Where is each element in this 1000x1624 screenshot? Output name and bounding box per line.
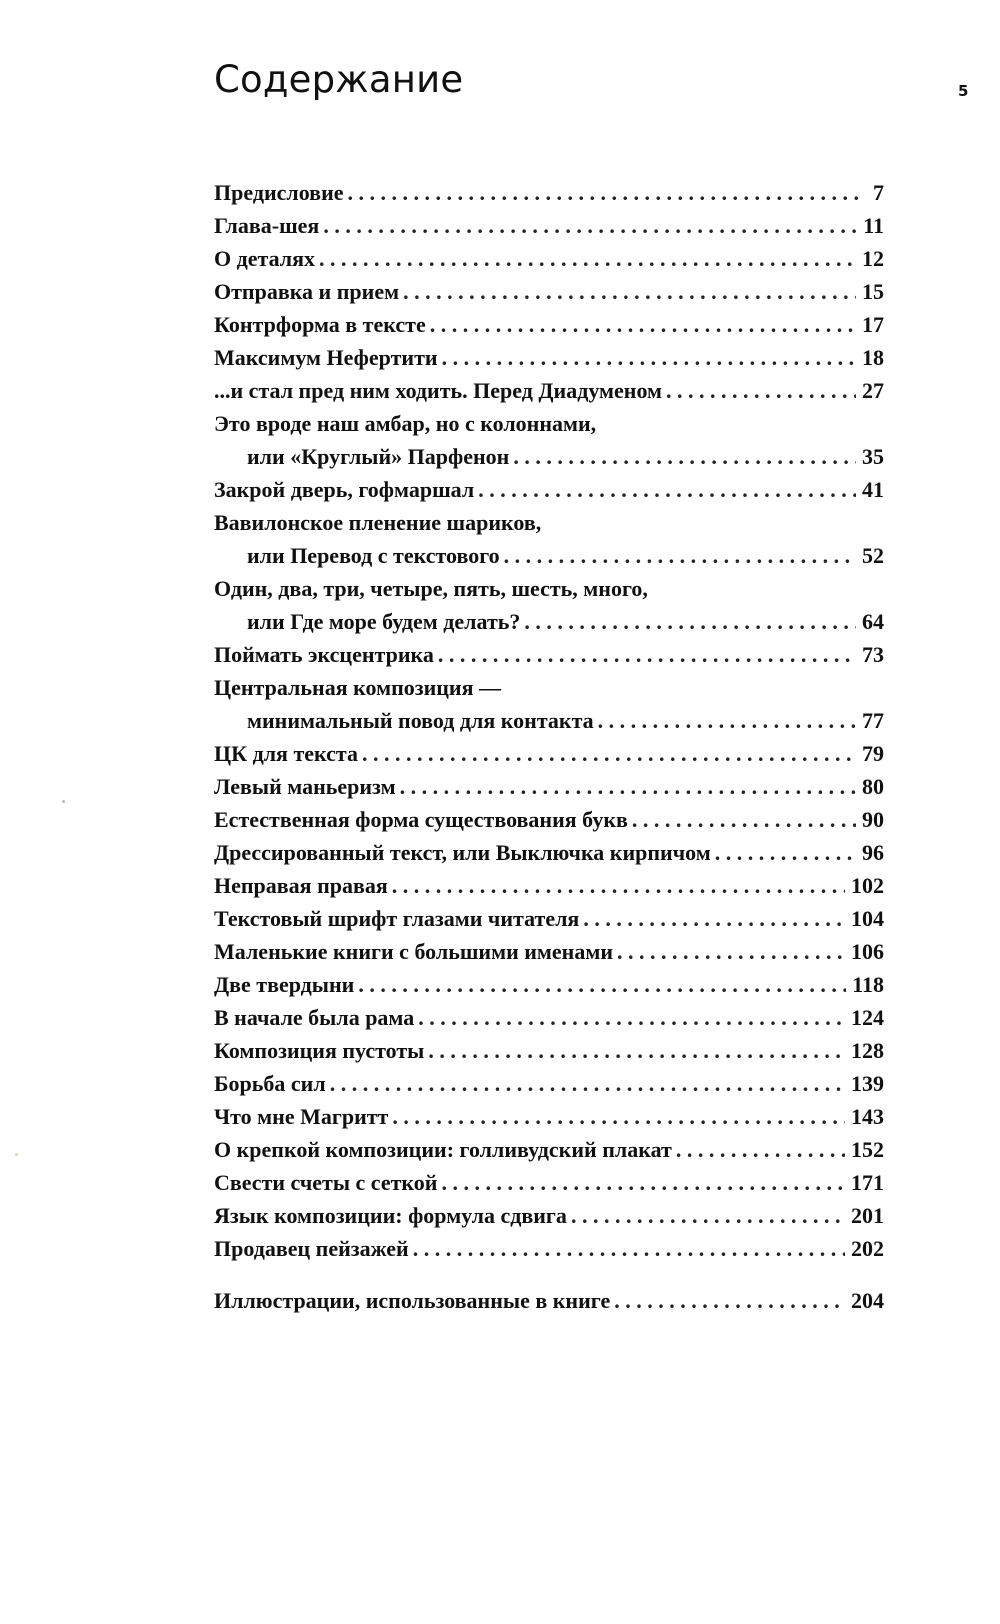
toc-entry-title: Неправая правая <box>214 873 388 898</box>
toc-entry-title: Текстовый шрифт глазами читателя <box>214 906 580 931</box>
toc-entry <box>214 1199 884 1232</box>
toc-entry <box>214 1001 884 1034</box>
toc-entry-line-last <box>214 968 884 1001</box>
toc-entry-page: 106 <box>851 939 884 964</box>
toc-entry <box>214 1133 884 1166</box>
toc-entry-title: Что мне Магритт <box>214 1104 389 1129</box>
dot-leader <box>348 176 864 209</box>
toc-entry-line-last <box>214 1133 884 1166</box>
toc-entry <box>214 374 884 407</box>
toc-entry-page: 79 <box>862 741 884 766</box>
toc-entry-page: 41 <box>862 477 884 502</box>
toc-entry-title: Отправка и прием <box>214 279 400 304</box>
dot-leader <box>632 803 856 836</box>
toc-entry-title: Борьба сил <box>214 1071 326 1096</box>
toc-entry-page: 202 <box>851 1236 884 1261</box>
toc-entry <box>214 1034 884 1067</box>
toc-entry-title: Вавилонское пленение шариков, <box>214 510 542 535</box>
toc-entry-title: Свести счеты с сеткой <box>214 1170 438 1195</box>
toc-entry-line-last <box>214 803 884 836</box>
table-of-contents <box>214 176 884 1317</box>
toc-entry <box>214 737 884 770</box>
dot-leader <box>478 473 856 506</box>
toc-entry-line-last <box>214 176 884 209</box>
toc-entry-line-last <box>214 341 884 374</box>
toc-entry-title: Продавец пейзажей <box>214 1236 409 1261</box>
toc-entry-page: 64 <box>862 609 884 634</box>
toc-entry-title: ЦК для текста <box>214 741 358 766</box>
toc-entry-line-last <box>214 869 884 902</box>
toc-entry-page: 17 <box>862 312 884 337</box>
dot-leader <box>392 869 845 902</box>
toc-entry-line-last <box>214 704 884 737</box>
toc-entry-line-last <box>214 1166 884 1199</box>
toc-entry-line-last <box>214 836 884 869</box>
toc-entry-line-last <box>214 308 884 341</box>
dot-leader <box>583 902 845 935</box>
dot-leader <box>400 770 856 803</box>
toc-entry-line-last <box>214 275 884 308</box>
toc-entry-page: 90 <box>862 807 884 832</box>
toc-entry-title: ...и стал пред ним ходить. Перед Диадуменом <box>214 378 663 403</box>
toc-entry-title: или Где море будем делать? <box>247 609 521 634</box>
toc-entry <box>214 803 884 836</box>
page-title: Содержание <box>214 58 464 101</box>
dot-leader <box>323 209 857 242</box>
toc-entry-line-last <box>214 935 884 968</box>
toc-entry <box>214 308 884 341</box>
dot-leader <box>676 1133 845 1166</box>
toc-entry-title: О деталях <box>214 246 316 271</box>
toc-entry-page: 124 <box>851 1005 884 1030</box>
toc-entry-title: О крепкой композиции: голливудский плакат <box>214 1137 672 1162</box>
toc-entry <box>214 242 884 275</box>
toc-entry-line-last <box>214 374 884 407</box>
toc-entry <box>214 209 884 242</box>
page-number: 5 <box>958 82 969 100</box>
toc-entry-title: Иллюстрации, использованные в книге <box>214 1288 611 1313</box>
toc-entry-title: Предисловие <box>214 180 344 205</box>
dot-leader <box>319 242 856 275</box>
toc-entry-page: 73 <box>862 642 884 667</box>
toc-entry-line <box>214 671 884 704</box>
toc-entry-line-last <box>214 242 884 275</box>
dot-leader <box>438 638 856 671</box>
toc-entry <box>214 176 884 209</box>
toc-entry-page: 52 <box>862 543 884 568</box>
toc-entry-page: 171 <box>851 1170 884 1195</box>
toc-entry <box>214 341 884 374</box>
dot-leader <box>403 275 856 308</box>
toc-entry <box>214 407 884 473</box>
toc-entry-page: 139 <box>851 1071 884 1096</box>
toc-entry <box>214 1232 884 1265</box>
toc-entry <box>214 869 884 902</box>
dot-leader <box>504 539 856 572</box>
toc-entry-page: 15 <box>862 279 884 304</box>
toc-entry-line-last <box>214 209 884 242</box>
toc-entry-title: Один, два, три, четыре, пять, шесть, много, <box>214 576 648 601</box>
toc-entry-page: 204 <box>851 1288 884 1313</box>
toc-entry <box>214 638 884 671</box>
scan-speck <box>15 1153 18 1156</box>
toc-entry <box>214 1166 884 1199</box>
dot-leader <box>598 704 856 737</box>
toc-entry <box>214 473 884 506</box>
dot-leader <box>441 1166 845 1199</box>
dot-leader <box>715 836 856 869</box>
toc-entry <box>214 935 884 968</box>
toc-entry <box>214 968 884 1001</box>
dot-leader <box>442 341 856 374</box>
toc-entry-page: 118 <box>852 972 884 997</box>
toc-entry-line-last <box>214 605 884 638</box>
toc-entry-line-last <box>214 1067 884 1100</box>
toc-entry-page: 102 <box>851 873 884 898</box>
toc-entry-line-last <box>214 440 884 473</box>
toc-entry-title: минимальный повод для контакта <box>247 708 594 733</box>
toc-entry-line-last <box>214 1100 884 1133</box>
toc-entry-title: Дрессированный текст, или Выключка кирпичом <box>214 840 711 865</box>
toc-entry-title: Маленькие книги с большими именами <box>214 939 614 964</box>
scan-speck <box>62 800 65 803</box>
dot-leader <box>428 1034 845 1067</box>
toc-entry <box>214 275 884 308</box>
toc-entry-title: Две твердыни <box>214 972 355 997</box>
toc-entry <box>214 902 884 935</box>
dot-leader <box>430 308 856 341</box>
toc-entry-line <box>214 572 884 605</box>
toc-entry-page: 11 <box>863 213 884 238</box>
toc-entry <box>214 506 884 572</box>
toc-entry-page: 35 <box>862 444 884 469</box>
toc-entry-page: 128 <box>851 1038 884 1063</box>
toc-entry <box>214 770 884 803</box>
toc-entry <box>214 671 884 737</box>
dot-leader <box>571 1199 845 1232</box>
toc-entry-title: В начале была рама <box>214 1005 415 1030</box>
dot-leader <box>392 1100 845 1133</box>
toc-entry-line-last <box>214 1232 884 1265</box>
dot-leader <box>418 1001 845 1034</box>
toc-entry-title: или Перевод с текстового <box>247 543 500 568</box>
toc-entry-page: 96 <box>862 840 884 865</box>
toc-entry-title: Композиция пустоты <box>214 1038 425 1063</box>
section-gap <box>214 1265 884 1284</box>
toc-entry-line-last <box>214 1199 884 1232</box>
toc-entry-line-last <box>214 473 884 506</box>
toc-entry-page: 201 <box>851 1203 884 1228</box>
dot-leader <box>358 968 846 1001</box>
toc-entry-page: 143 <box>851 1104 884 1129</box>
toc-entry-page: 18 <box>862 345 884 370</box>
toc-entry <box>214 836 884 869</box>
toc-entry-title: Язык композиции: формула сдвига <box>214 1203 567 1228</box>
toc-entry-page: 12 <box>862 246 884 271</box>
toc-entry-line-last <box>214 770 884 803</box>
toc-entry-title: Центральная композиция — <box>214 675 502 700</box>
toc-entry-title: или «Круглый» Парфенон <box>247 444 510 469</box>
toc-entry-line-last <box>214 539 884 572</box>
dot-leader <box>524 605 856 638</box>
toc-entry-line-last <box>214 737 884 770</box>
toc-entry-line <box>214 407 884 440</box>
toc-entry-title: Левый маньеризм <box>214 774 396 799</box>
toc-entry-title: Естественная форма существования букв <box>214 807 628 832</box>
toc-entry-line-last <box>214 638 884 671</box>
toc-entry-title: Это вроде наш амбар, но с колоннами, <box>214 411 597 436</box>
toc-entry-page: 152 <box>851 1137 884 1162</box>
toc-entry-line-last <box>214 1001 884 1034</box>
toc-appendix-entry <box>214 1284 884 1317</box>
toc-entry-title: Поймать эксцентрика <box>214 642 434 667</box>
toc-entry-page: 77 <box>862 708 884 733</box>
toc-entry <box>214 1067 884 1100</box>
dot-leader <box>330 1067 845 1100</box>
toc-entry-page: 80 <box>862 774 884 799</box>
toc-entry-line <box>214 506 884 539</box>
toc-entry-line-last <box>214 1034 884 1067</box>
dot-leader <box>413 1232 845 1265</box>
dot-leader <box>513 440 856 473</box>
dot-leader <box>666 374 856 407</box>
toc-entry-line-last <box>214 1284 884 1317</box>
dot-leader <box>362 737 856 770</box>
toc-entry-page: 104 <box>851 906 884 931</box>
toc-entry-page: 27 <box>862 378 884 403</box>
dot-leader <box>614 1284 845 1317</box>
toc-entry-title: Закрой дверь, гофмаршал <box>214 477 475 502</box>
dot-leader <box>617 935 845 968</box>
toc-entry <box>214 1100 884 1133</box>
toc-entry-page: 7 <box>873 180 884 205</box>
toc-entry <box>214 572 884 638</box>
toc-entry-title: Глава-шея <box>214 213 320 238</box>
toc-entry-title: Контрформа в тексте <box>214 312 426 337</box>
toc-entry-title: Максимум Нефертити <box>214 345 438 370</box>
toc-entry-line-last <box>214 902 884 935</box>
